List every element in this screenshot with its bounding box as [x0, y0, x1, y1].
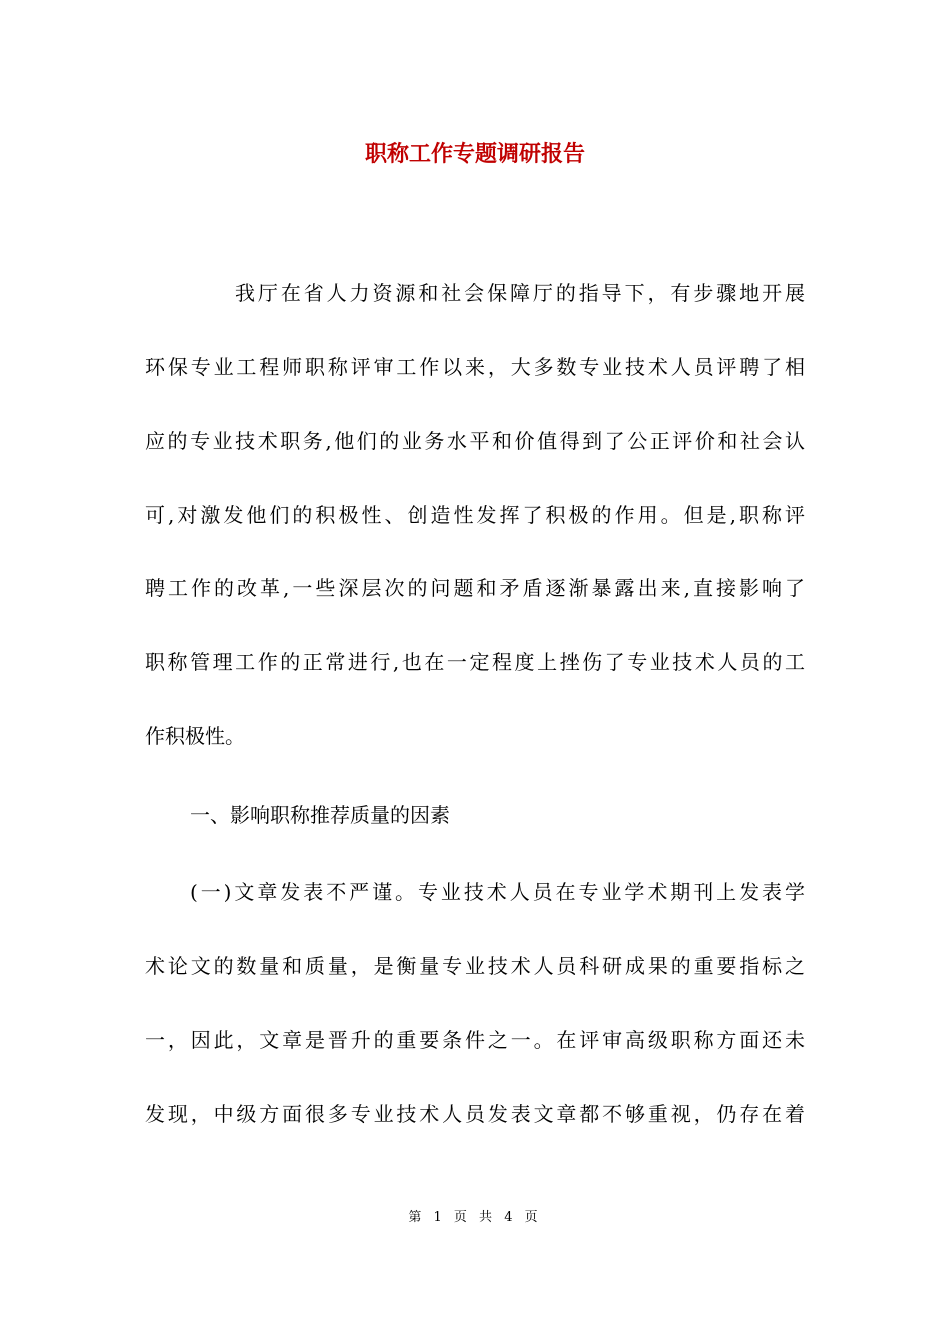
paragraph-line: 聘工作的改革,一些深层次的问题和矛盾逐渐暴露出来,直接影响了 [145, 576, 805, 600]
paragraph-line: 职称管理工作的正常进行,也在一定程度上挫伤了专业技术人员的工 [145, 650, 805, 674]
paragraph-line: 可,对激发他们的积极性、创造性发挥了积极的作用。但是,职称评 [145, 503, 805, 527]
page-title: 职称工作专题调研报告 [364, 141, 585, 167]
paragraph-line: 环保专业工程师职称评审工作以来，大多数专业技术人员评聘了相 [145, 355, 805, 379]
page-footer: 第 1 页 共 4 页 [408, 1210, 542, 1225]
paragraph-line: 作积极性。 [145, 724, 245, 748]
paragraph-line: 发现，中级方面很多专业技术人员发表文章都不够重视，仍存在着 [145, 1102, 805, 1126]
paragraph-line: 术论文的数量和质量，是衡量专业技术人员科研成果的重要指标之 [145, 954, 805, 978]
paragraph-line: 一、影响职称推荐质量的因素 [190, 803, 450, 827]
paragraph-line: 我厅在省人力资源和社会保障厅的指导下，有步骤地开展 [235, 281, 805, 305]
paragraph-line: (一)文章发表不严谨。专业技术人员在专业学术期刊上发表学 [190, 880, 805, 904]
paragraph-line: 应的专业技术职务,他们的业务水平和价值得到了公正评价和社会认 [145, 429, 805, 453]
paragraph-line: 一，因此，文章是晋升的重要条件之一。在评审高级职称方面还未 [145, 1028, 805, 1052]
